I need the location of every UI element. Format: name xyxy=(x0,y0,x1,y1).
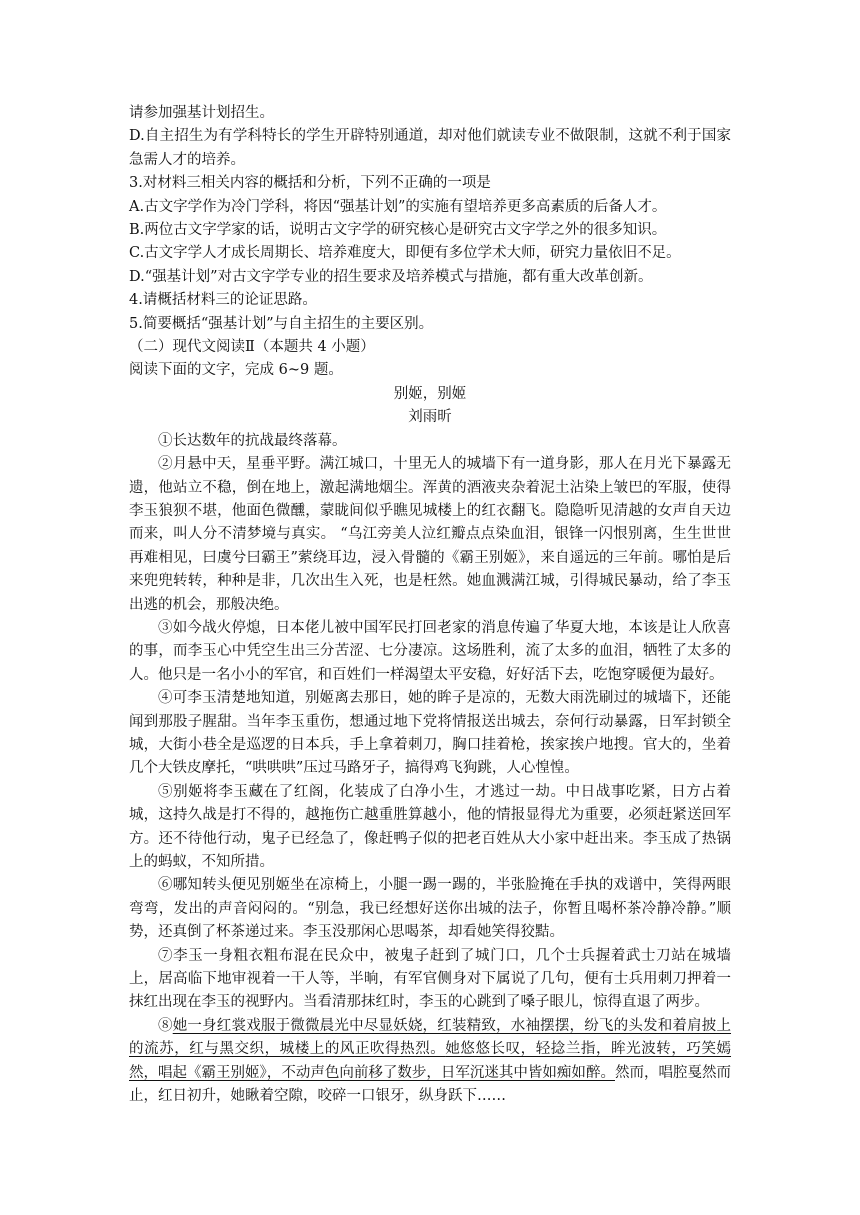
question-3-option-c: C.古文字学人才成长周期长、培养难度大，即便有多位学术大师，研究力量依旧不足。 xyxy=(129,245,681,262)
question-3-stem: 3.对材料三相关内容的概括和分析，下列不正确的一项是 xyxy=(129,175,491,192)
article-title: 别姬，别姬 xyxy=(393,385,467,402)
article-paragraph-2: ②月悬中天，星垂平野。满江城口，十里无人的城墙下有一道身影，那人在月光下暴露无遗，他站立不稳，倒在地上，激起满地烟尘。浑黄的酒液夹杂着泥土沾染上皱巴的军服，使得李玉狼狈不堪，他面色微醺，蒙眬间似乎瞧见城楼上的红衣翻飞。隐隐听见清越的女声自天边而来，叫人分不清梦境与真实。 “乌江旁美人泣红瓣点点染血泪，银锋一闪恨别离，生生世世再难相见，曰虞兮曰霸王”萦绕耳边，浸入骨髓的《霸王别姬》，来自遥远的三年前。哪怕是后来兜兜转转，种种是非，几次出生入死，也是枉然。她血溅满江城，引得城民暴动，给了李玉出逃的机会，那般决绝。 xyxy=(129,456,731,613)
question-3-option-a: A.古文字学作为冷门学科，将因“强基计划”的实施有望培养更多高素质的后备人才。 xyxy=(129,198,667,215)
paragraph-number: ⑧ xyxy=(158,1017,173,1034)
question-4: 4.请概括材料三的论证思路。 xyxy=(129,292,317,309)
question-5: 5.简要概括“强基计划”与自主招生的主要区别。 xyxy=(129,315,434,332)
article-paragraph-1: ①长达数年的抗战最终落幕。 xyxy=(158,432,347,449)
article-paragraph-5: ⑤别姬将李玉藏在了红阁，化装成了白净小生，才逃过一劫。中日战事吃紧，日方占着城，这持久战是打不得的，越拖伤亡越重胜算越小，他的情报显得尤为重要，必须赶紧送回军方。还不待他行动，鬼子已经急了，像赶鸭子似的把老百姓从大小家中赶出来。李玉成了热锅上的蚂蚁，不知所措。 xyxy=(129,783,731,870)
article-paragraph-8 xyxy=(129,1015,731,1109)
question-3-option-b: B.两位古文字学家的话，说明古文字学的研究核心是研究古文字学之外的很多知识。 xyxy=(129,222,667,239)
paragraph-8-rest: 然而，唱腔戛然而止，红日初升，她瞅着空隙，咬碎一口银牙，纵身跃下…… xyxy=(129,1064,732,1105)
underlined-sentence-2: 她悠悠长叹，轻捻兰指，眸光波转，巧笑嫣然，唱起《霸王别姬》，不动声色向前移了数步，日军沉迷其中皆如痴如醉。 xyxy=(129,1041,732,1081)
reading-instruction: 阅读下面的文字，完成 6~9 题。 xyxy=(129,362,343,379)
underlined-sentence-1: 她一身红裳戏服于微微晨光中尽显妖娆，红装精致，水袖摆摆，纷飞的头发和着肩披上的流苏，红与黑交织，城楼上的风正吹得热烈。 xyxy=(129,1017,732,1058)
article-paragraph-7: ⑦李玉一身粗衣粗布混在民众中，被鬼子赶到了城门口，几个士兵握着武士刀站在城墙上，居高临下地审视着一干人等，半晌，有军官侧身对下属说了几句，便有士兵用刺刀押着一抹红出现在李玉的视野内。当看清那抹红时，李玉的心跳到了嗓子眼儿，惊得直退了两步。 xyxy=(129,947,731,1011)
question-3-option-d: D.“强基计划”对古文字学专业的招生要求及培养模式与措施，都有重大改革创新。 xyxy=(129,268,653,285)
article-paragraph-6: ⑥哪知转头便见别姬坐在凉椅上，小腿一踢一踢的，半张脸掩在手执的戏谱中，笑得两眼弯弯，发出的声音闷闷的。“别急，我已经想好送你出城的法子，你暂且喝杯茶冷静冷静。”顺势，还真倒了杯茶递过来。李玉没那闲心思喝茶，却看她笑得狡黠。 xyxy=(129,877,731,941)
section-heading: （二）现代文阅读Ⅱ（本题共 4 小题） xyxy=(129,339,375,356)
question-text-line: 请参加强基计划招生。 xyxy=(129,105,274,121)
article-paragraph-4: ④可李玉清楚地知道，别姬离去那日，她的眸子是凉的，无数大雨洗刷过的城墙下，还能闻到那股子腥甜。当年李玉重伤，想通过地下党将情报送出城去，奈何行动暴露，日军封锁全城，大街小巷全是巡逻的日本兵，手上拿着刺刀，胸口挂着枪，挨家挨户地搜。官大的，坐着几个大铁皮摩托，“哄哄哄”压过马路牙子，搞得鸡飞狗跳，人心惶惶。 xyxy=(129,690,731,777)
document-page xyxy=(129,102,731,1108)
article-paragraph-3: ③如今战火停熄，日本佬儿被中国军民打回老家的消息传遍了华夏大地，本该是让人欣喜的事，而李玉心中凭空生出三分苦涩、七分凄凉。这场胜利，流了太多的血泪，牺牲了太多的人。他只是一名小小的军官，和百姓们一样渴望太平安稳，好好活下去，吃饱穿暖便为最好。 xyxy=(129,619,731,683)
option-d-text: D.自主招生为有学科特长的学生开辟特别通道，却对他们就读专业不做限制，这就不利于国家急需人才的培养。 xyxy=(129,128,731,168)
article-author: 刘雨昕 xyxy=(408,409,452,426)
